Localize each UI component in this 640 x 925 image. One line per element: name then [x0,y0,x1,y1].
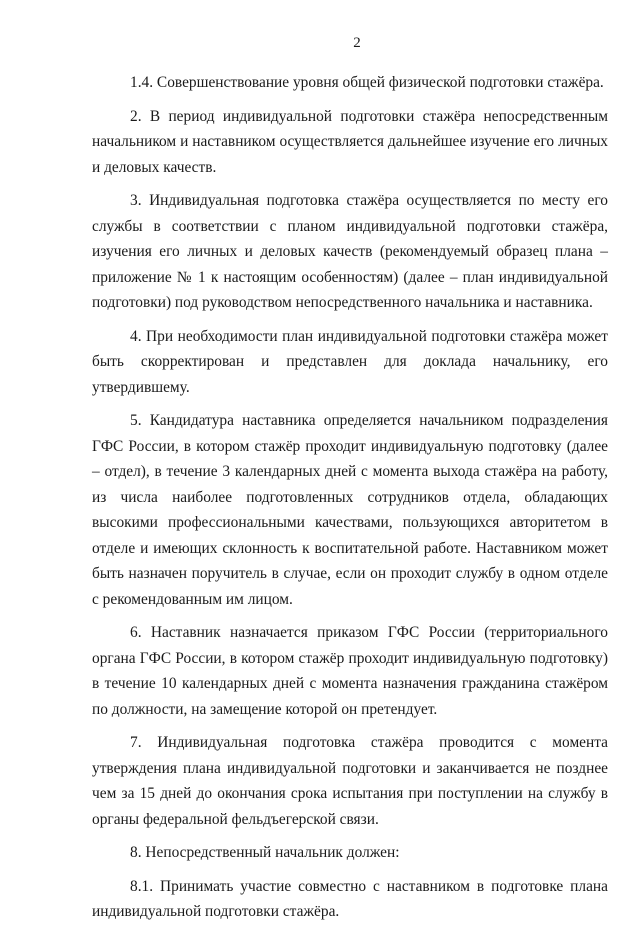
page-number: 2 [353,35,361,51]
paragraph-1-4: 1.4. Совершенствование уровня общей физической подготовки стажёра. [130,74,604,91]
paragraph-5: 5. Кандидатура наставника определяется начальником подразделения ГФС России, в котором стажёр проходит индивидуальную подготовку (далее – отдел), в течение 3 календарных дней с момента выхода стажёра на работу, из числа наиболее подготовленных сотрудников отдела, обладающих высокими профессиональными качествами, пользующихся авторитетом в отделе и имеющих склонность к воспитательной работе. Наставником может быть назначен поручитель в случае, если он проходит службу в одном отделе с рекомендованным им лицом. [92,412,608,608]
paragraph-4: 4. При необходимости план индивидуальной подготовки стажёра может быть скорректирован и представлен для доклада начальнику, его утвердившему. [92,327,608,396]
paragraph-8: 8. Непосредственный начальник должен: [130,844,400,861]
paragraph-7: 7. Индивидуальная подготовка стажёра проводится с момента утверждения плана индивидуальной подготовки и заканчивается не позднее чем за 15 дней до окончания срока испытания при поступлении на службу в органы федеральной фельдъегерской связи. [92,734,608,828]
paragraph-8-1: 8.1. Принимать участие совместно с наставником в подготовке плана индивидуальной подготовки стажёра. [92,877,608,920]
paragraph-3: 3. Индивидуальная подготовка стажёра осуществляется по месту его службы в соответствии с планом индивидуальной подготовки стажёра, изучения его личных и деловых качеств (рекомендуемый образец плана – приложение № 1 к настоящим особенностям) (далее – план индивидуальной подготовки) под руководством непосредственного начальника и наставника. [92,192,608,311]
paragraph-2: 2. В период индивидуальной подготовки стажёра непосредственным начальником и наставником осуществляется дальнейшее изучение его личных и деловых качеств. [92,107,608,176]
paragraph-6: 6. Наставник назначается приказом ГФС России (территориального органа ГФС России, в котором стажёр проходит индивидуальную подготовку) в течение 10 календарных дней с момента назначения гражданина стажёром по должности, на замещение которой он претендует. [92,624,608,718]
